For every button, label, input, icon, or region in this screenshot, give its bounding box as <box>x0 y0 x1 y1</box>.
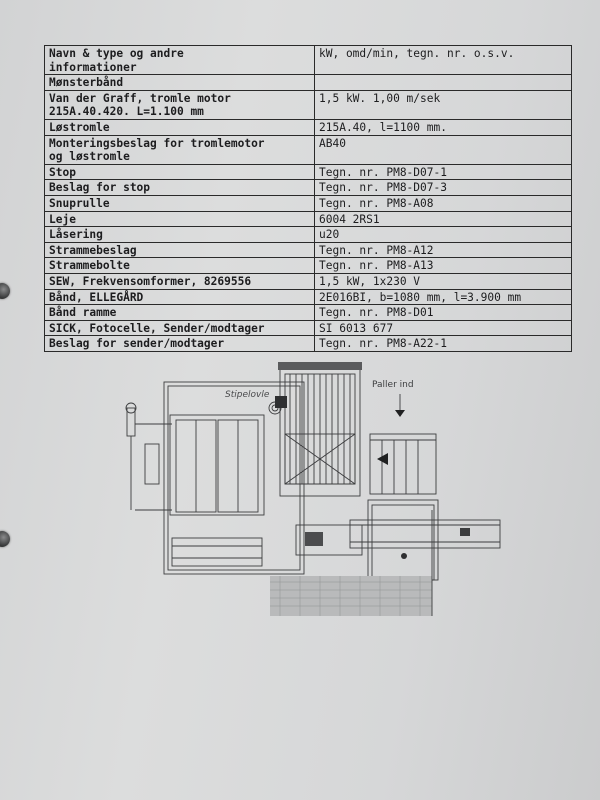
spec-label: Løstromle <box>45 119 315 135</box>
spec-row <box>45 164 572 180</box>
enclosure-frame <box>164 382 304 574</box>
spec-label: Snuprulle <box>45 195 315 211</box>
spec-value: AB40 <box>315 135 572 164</box>
spec-value: Tegn. nr. PM8-A22-1 <box>315 336 572 352</box>
down-arrow-icon <box>395 410 405 417</box>
spec-row <box>45 119 572 135</box>
spec-value: 1,5 kW, 1x230 V <box>315 273 572 289</box>
spec-label: Bånd, ELLEGÅRD <box>45 289 315 305</box>
spec-row <box>45 289 572 305</box>
spec-row <box>45 135 572 164</box>
spec-row <box>45 211 572 227</box>
spec-value: Tegn. nr. PM8-A13 <box>315 258 572 274</box>
spec-value: Tegn. nr. PM8-A12 <box>315 242 572 258</box>
lower-frame <box>368 500 438 580</box>
infeed-arrow-icon <box>377 453 388 465</box>
wrapping-chamber <box>170 415 264 515</box>
spec-value: SI 6013 677 <box>315 320 572 336</box>
spec-label: Navn & type og andre informationer <box>45 46 315 75</box>
spec-label: Beslag for stop <box>45 180 315 196</box>
spec-row <box>45 242 572 258</box>
spec-row <box>45 195 572 211</box>
binder-hole-top <box>0 283 10 299</box>
spec-row <box>45 258 572 274</box>
conveyor-rollers <box>290 374 350 484</box>
spec-value: 2E016BI, b=1080 mm, l=3.900 mm <box>315 289 572 305</box>
spec-value: 1,5 kW. 1,00 m/sek <box>315 90 572 119</box>
spec-label: Leje <box>45 211 315 227</box>
spec-label: Van der Graff, tromle motor 215A.40.420. L=1.100 mm <box>45 90 315 119</box>
spec-label: Strammebeslag <box>45 242 315 258</box>
lower-conveyor <box>350 520 500 548</box>
spec-value: Tegn. nr. PM8-D01 <box>315 305 572 321</box>
spec-value: u20 <box>315 227 572 243</box>
spec-label: Stop <box>45 164 315 180</box>
spec-label: Beslag for sender/modtager <box>45 336 315 352</box>
spec-row <box>45 75 572 91</box>
spec-value: Tegn. nr. PM8-D07-3 <box>315 180 572 196</box>
base-unit <box>172 538 262 566</box>
spec-label: SEW, Frekvensomformer, 8269556 <box>45 273 315 289</box>
spec-row <box>45 46 572 75</box>
spec-row <box>45 273 572 289</box>
stripelovle-label: Stipelovle <box>225 390 270 400</box>
spec-row <box>45 336 572 352</box>
spec-value: 215A.40, l=1100 mm. <box>315 119 572 135</box>
pallet-infeed <box>370 434 436 494</box>
binder-hole-bottom <box>0 531 10 547</box>
spec-label: Bånd ramme <box>45 305 315 321</box>
spec-value: kW, omd/min, tegn. nr. o.s.v. <box>315 46 572 75</box>
spec-value: Tegn. nr. PM8-A08 <box>315 195 572 211</box>
spec-row <box>45 90 572 119</box>
spec-label: Strammebolte <box>45 258 315 274</box>
spec-table <box>44 45 572 352</box>
spec-row <box>45 180 572 196</box>
spec-label: SICK, Fotocelle, Sender/modtager <box>45 320 315 336</box>
paller-ind-label: Paller ind <box>372 380 414 390</box>
spec-label: Mønsterbånd <box>45 75 315 91</box>
spec-value <box>315 75 572 91</box>
spec-label: Monteringsbeslag for tromlemotor og løstromle <box>45 135 315 164</box>
spec-row <box>45 227 572 243</box>
spec-value: 6004 2RS1 <box>315 211 572 227</box>
spec-row <box>45 305 572 321</box>
spec-row <box>45 320 572 336</box>
machine-layout-drawing <box>120 360 570 620</box>
spec-value: Tegn. nr. PM8-D07-1 <box>315 164 572 180</box>
spec-label: Låsering <box>45 227 315 243</box>
